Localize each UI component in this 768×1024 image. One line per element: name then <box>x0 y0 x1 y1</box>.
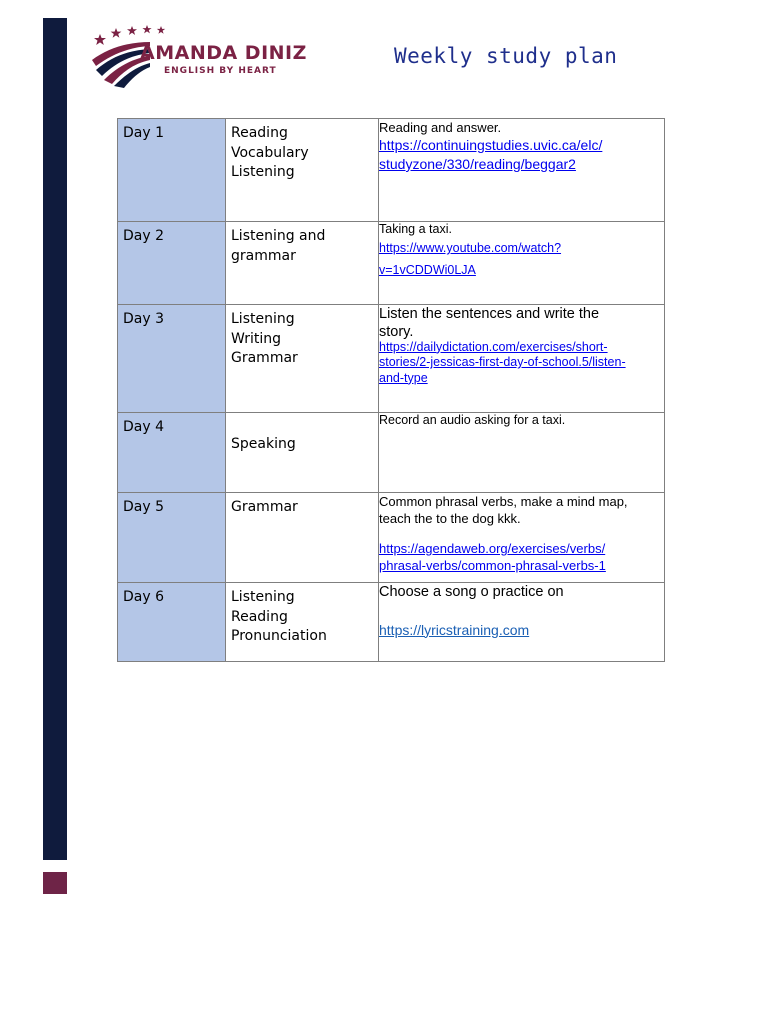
table-row <box>118 413 665 493</box>
resource-description: Taking a taxi. <box>379 222 452 236</box>
activity-item: Reading <box>231 125 288 141</box>
activity-item: Grammar <box>231 350 298 366</box>
activity-item: Grammar <box>231 499 298 515</box>
day-label: Day 5 <box>123 499 165 515</box>
day-label: Day 6 <box>123 589 165 605</box>
resource-link-line: https://lyricstraining.com <box>379 621 530 638</box>
resource-cell <box>379 222 665 305</box>
resource-link-line: v=1vCDDWi0LJA <box>379 263 476 277</box>
activity-item: Speaking <box>231 436 296 452</box>
activity-item: Vocabulary <box>231 144 309 161</box>
table-row <box>118 583 665 662</box>
table-row <box>118 222 665 305</box>
resource-link[interactable] <box>379 540 664 574</box>
activities-cell <box>226 583 379 662</box>
activities-cell <box>226 119 379 222</box>
logo-tagline: ENGLISH BY HEART <box>164 66 277 76</box>
activities-cell <box>226 413 379 493</box>
day-cell <box>118 493 226 583</box>
resource-description-line: story. <box>379 323 414 340</box>
resource-description: Reading and answer. <box>379 120 502 135</box>
activity-item: grammar <box>231 247 296 264</box>
logo <box>88 24 308 88</box>
resource-description: Record an audio asking for a taxi. <box>379 413 566 427</box>
spacer <box>379 603 664 621</box>
resource-cell <box>379 583 665 662</box>
table-row <box>118 119 665 222</box>
resource-cell <box>379 305 665 413</box>
activities-cell <box>226 305 379 413</box>
activities-cell <box>226 493 379 583</box>
side-bar-decoration <box>43 18 67 860</box>
weekly-plan-table <box>117 118 665 662</box>
activity-item: Writing <box>231 330 281 347</box>
resource-link[interactable] <box>379 237 664 281</box>
resource-cell <box>379 119 665 222</box>
resource-link-line: and-type <box>379 370 428 385</box>
resource-link[interactable] <box>379 136 664 174</box>
activity-item: Listening <box>231 311 295 327</box>
resource-cell <box>379 493 665 583</box>
resource-link-line: https://agendaweb.org/exercises/verbs/ <box>379 541 606 556</box>
activity-item: Pronunciation <box>231 628 327 644</box>
day-cell <box>118 413 226 493</box>
spacer <box>379 527 664 540</box>
day-label: Day 3 <box>123 311 165 327</box>
page-title: Weekly study plan <box>394 44 618 68</box>
resource-cell <box>379 413 665 493</box>
day-cell <box>118 305 226 413</box>
resource-link-line: studyzone/330/reading/beggar2 <box>379 156 576 172</box>
resource-description-line: teach the to the dog kkk. <box>379 511 521 526</box>
resource-description-line: Listen the sentences and write the <box>379 306 600 322</box>
day-label: Day 1 <box>123 125 165 141</box>
resource-link-line: https://www.youtube.com/watch? <box>379 241 562 255</box>
resource-description-line: Common phrasal verbs, make a mind map, <box>379 494 628 509</box>
activities-cell <box>226 222 379 305</box>
side-square-decoration <box>43 872 67 894</box>
table-row <box>118 493 665 583</box>
activity-spacer <box>226 413 378 430</box>
resource-link[interactable] <box>379 621 664 640</box>
table-row <box>118 305 665 413</box>
resource-link-line: https://dailydictation.com/exercises/short- <box>379 339 608 354</box>
resource-link-line: https://continuingstudies.uvic.ca/elc/ <box>379 137 603 153</box>
day-cell <box>118 222 226 305</box>
activity-item: Listening <box>231 589 295 605</box>
resource-description: Choose a song o practice on <box>379 584 564 600</box>
activity-item: Listening <box>231 164 295 180</box>
resource-link-line: phrasal-verbs/common-phrasal-verbs-1 <box>379 558 606 573</box>
logo-name: AMANDA DINIZ <box>140 42 307 64</box>
resource-link[interactable] <box>379 340 664 387</box>
day-cell <box>118 119 226 222</box>
resource-link-line: stories/2-jessicas-first-day-of-school.5/listen- <box>379 355 626 369</box>
activity-item: Reading <box>231 608 288 625</box>
day-label: Day 4 <box>123 419 165 435</box>
day-label: Day 2 <box>123 228 165 244</box>
day-cell <box>118 583 226 662</box>
activity-item: Listening and <box>231 228 326 244</box>
